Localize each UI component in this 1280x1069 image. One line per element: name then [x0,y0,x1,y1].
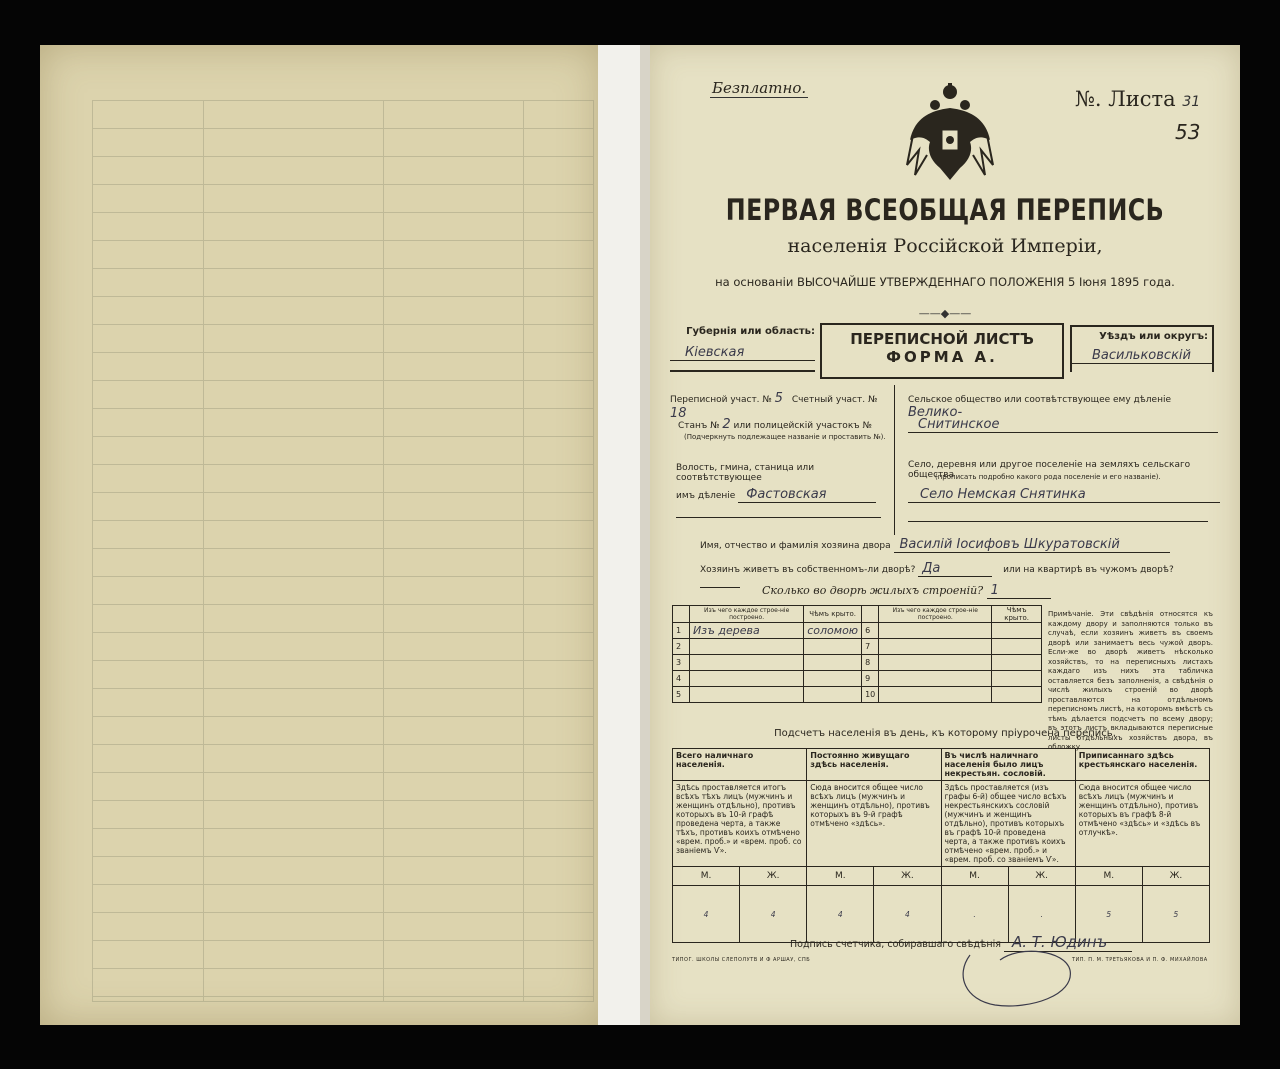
row-num: 2 [673,639,690,655]
table-row [673,639,1042,655]
sheet-handwritten: 31 [1182,94,1201,110]
material-cell [879,671,992,687]
value-cell: . [941,886,1008,943]
material-cell [879,623,992,639]
male-col: М. [673,867,740,886]
uezd-box [1070,325,1214,372]
stan-label: Станъ № [678,421,720,431]
police-label: или полицейскій участокъ № [733,421,872,431]
volost-value: Фастовская [738,487,876,503]
population-table [672,748,1210,943]
male-col: М. [807,867,874,886]
material-header-right: Изъ чего каждое строе-ніе построено. [879,606,992,623]
table-row [673,671,1042,687]
table-row [673,687,1042,703]
row-num: 8 [862,655,879,671]
roof-cell [992,671,1042,687]
printer-left: ТИПОГ. ШКОЛЫ СЛЕПОЛУТВ И Ф АРШАУ, СПБ [672,957,811,963]
roof-header-right: Чѣмъ крыто. [992,606,1042,623]
material-cell [879,639,992,655]
imperial-eagle-emblem [905,80,995,190]
female-col: Ж. [1142,867,1209,886]
sex-header-row [673,867,1210,886]
population-title: Подсчетъ населенія въ день, къ которому пріурочена перепись. [774,728,1116,739]
uezd-label: Уѣздъ или округъ: [1099,331,1208,342]
owner-row [700,537,1200,553]
roof-cell: соломою [804,623,862,639]
row-num: 9 [862,671,879,687]
roof-cell [804,655,862,671]
value-cell: 5 [1142,886,1209,943]
registered-desc: Сюда вносится общее число всѣхъ лицъ (мужчинъ и женщинъ отдѣльно), противъ которыхъ въ графѣ 8-й отмѣчено «здѣсь» и «здѣсь въ отлучкѣ». [1075,781,1209,867]
row-num: 10 [862,687,879,703]
total-desc: Здѣсь проставляется итогъ всѣхъ тѣхъ лицъ (мужчинъ и женщинъ отдѣльно), противъ которыхъ въ 10-й графѣ проведена черта, а также тѣхъ, противъ коихъ отмѣчено «врем. проб.» и «врем. проб. со званіемъ Ѵ». [673,781,807,867]
value-cell: 4 [740,886,807,943]
material-cell [879,655,992,671]
uchast-value: 5 [774,391,783,406]
census-title: ПЕРВАЯ ВСЕОБЩАЯ ПЕРЕПИСЬ [725,193,1165,227]
female-col: Ж. [740,867,807,886]
binding-edge [640,45,650,1025]
society-value: Велико- [908,405,963,420]
population-desc-row [673,781,1210,867]
row-num: 7 [862,639,879,655]
village-label: Село, деревня или другое поселеніе на земляхъ сельскаго общества [908,460,1191,480]
female-col: Ж. [1008,867,1075,886]
row-num: 1 [673,623,690,639]
own-yard-label: Хозяинъ живетъ въ собственномъ-ли дворѣ? [700,565,916,575]
rent-label: или на квартирѣ въ чужомъ дворѣ? [1003,565,1174,575]
society-label: Сельское общество или соотвѣтствующее ему дѣленіе [908,395,1172,405]
form-title-box [820,323,1064,379]
buildings-header-row [673,606,1042,623]
value-cell: 4 [673,886,740,943]
police-note: (Подчеркнуть подлежащее названіе и проставить №). [684,433,886,441]
field-column-divider [894,385,895,535]
sheet-number-field [1075,87,1200,111]
num-header-left [673,606,690,623]
roof-cell [992,623,1042,639]
roof-header-left: Чѣмъ крыто. [804,606,862,623]
binding-strip [598,45,640,1025]
material-cell [879,687,992,703]
num-header-right [862,606,879,623]
volost-label: Волость, гмина, станица или соотвѣтствующее [676,463,815,483]
schet-value: 18 [670,406,687,421]
society-value-2: Снитинское [908,417,1218,433]
material-cell [690,671,804,687]
form-title: ПЕРЕПИСНОЙ ЛИСТЪ [850,330,1034,348]
owner-value: Василій Іосифовъ Шкуратовскій [894,537,1170,553]
census-form-page [650,45,1240,1025]
faded-grid [92,100,594,1002]
rent-value-line [700,577,740,588]
owner-label: Имя, отчество и фамилія хозяина двора [700,541,891,551]
material-header-left: Изъ чего каждое строе-ніе построено. [690,606,804,623]
stan-row [678,417,888,432]
sheet-label: №. Листа [1075,87,1176,111]
free-label: Безплатно. [712,79,807,97]
schet-label: Счетный участ. № [791,395,878,405]
gubernia-value: Кіевская [670,345,815,361]
material-cell: Изъ дерева [690,623,804,639]
village-extra-line [908,521,1208,522]
gubernia-label: Губернія или область: [686,326,815,337]
registered-header: Приписаннаго здѣсь крестьянскаго населенія. [1075,749,1209,781]
population-header-row [673,749,1210,781]
roof-cell [992,639,1042,655]
uezd-value: Васильковскій [1072,348,1212,364]
non-peasant-desc: Здѣсь проставляется (изъ графы 6-й) общее число всѣхъ некрестьянскихъ сословій (мужчинъ и женщинъ отдѣльно), противъ которыхъ въ графѣ 10-й проведена черта, а также противъ коихъ отмѣчено «врем. проб.» и «врем. проб. со званіемъ Ѵ». [941,781,1075,867]
buildings-question: Сколько во дворѣ жилыхъ строеній? [762,584,984,597]
row-num: 3 [673,655,690,671]
row-num: 6 [862,623,879,639]
material-cell [690,639,804,655]
buildings-table [672,605,1042,703]
male-col: М. [941,867,1008,886]
total-header: Всего наличнаго населенія. [673,749,807,781]
village-value: Село Немская Снятинка [908,487,1220,503]
buildings-question-row [762,583,1112,599]
signature-label: Подпись счетчика, собиравшаго свѣдѣнія [790,939,1001,950]
signature-value: А. Т. Юдинъ [1004,933,1132,952]
ornament-divider: ——◆—— [918,307,972,320]
row-num: 5 [673,687,690,703]
form-subtitle: ФОРМА А. [886,348,998,366]
roof-cell [804,639,862,655]
buildings-value: 1 [987,583,1051,599]
own-yard-value: Да [918,561,992,577]
table-row [673,655,1042,671]
non-peasant-header: Въ числѣ наличнаго населенія было лицъ некрестьян. сословій. [941,749,1075,781]
value-cell: 5 [1075,886,1142,943]
roof-cell [992,687,1042,703]
census-subtitle: населенія Россійской Имперіи, [787,235,1103,257]
stan-value: 2 [722,417,731,432]
gubernia-box [670,320,815,372]
material-cell [690,687,804,703]
female-col: Ж. [874,867,941,886]
volost-extra-line [676,517,881,518]
material-cell [690,655,804,671]
permanent-desc: Сюда вносится общее число всѣхъ лицъ (мужчинъ и женщинъ отдѣльно), противъ которыхъ въ 9-й графѣ отмѣчено «здѣсь». [807,781,941,867]
permanent-header: Постоянно живущаго здѣсь населенія. [807,749,941,781]
volost-row [676,487,881,503]
buildings-note: Примѣчаніе. Эти свѣдѣнія относятся къ каждому двору и заполняются только въ случаѣ, если хозяинъ живетъ въ своемъ дворѣ или занимаетъ весь чужой дворъ. Если-же во дворѣ живетъ нѣсколько хозяйствъ, то на переписныхъ листахъ каждаго изъ нихъ эта табличка оставляется безъ заполненія, а свѣдѣнія о числѣ жилыхъ строеній во дворѣ проставляются на отдѣльномъ переписномъ листѣ, на которомъ вмѣстѣ съ тѣмъ дѣлается подсчетъ по всему двору; въ этотъ листъ вкладываются переписные листы отдѣльныхъ хозяйствъ двора, въ обложку. [1048,610,1213,751]
male-col: М. [1075,867,1142,886]
roof-cell [804,671,862,687]
value-cell: . [1008,886,1075,943]
roof-cell [804,687,862,703]
volost-label-2: имъ дѣленіе [676,491,736,501]
value-cell: 4 [874,886,941,943]
census-basis: на основаніи ВЫСОЧАЙШЕ УТВЕРЖДЕННАГО ПОЛОЖЕНІЯ 5 Іюня 1895 года. [715,275,1175,289]
uchast-label: Переписной участ. № [670,395,772,405]
signature-flourish [950,925,1090,1015]
roof-cell [992,655,1042,671]
value-cell: 4 [807,886,874,943]
village-note: (прописать подробно какого рода поселеніе и его названіе). [935,473,1161,481]
table-row [673,623,1042,639]
row-num: 4 [673,671,690,687]
printer-right: ТИП. П. М. ТРЕТЬЯКОВА И П. Ф. МИХАЙЛОВА [1072,957,1208,963]
left-page [40,45,600,1025]
sheet-number-stamp: 53 [1175,120,1201,144]
